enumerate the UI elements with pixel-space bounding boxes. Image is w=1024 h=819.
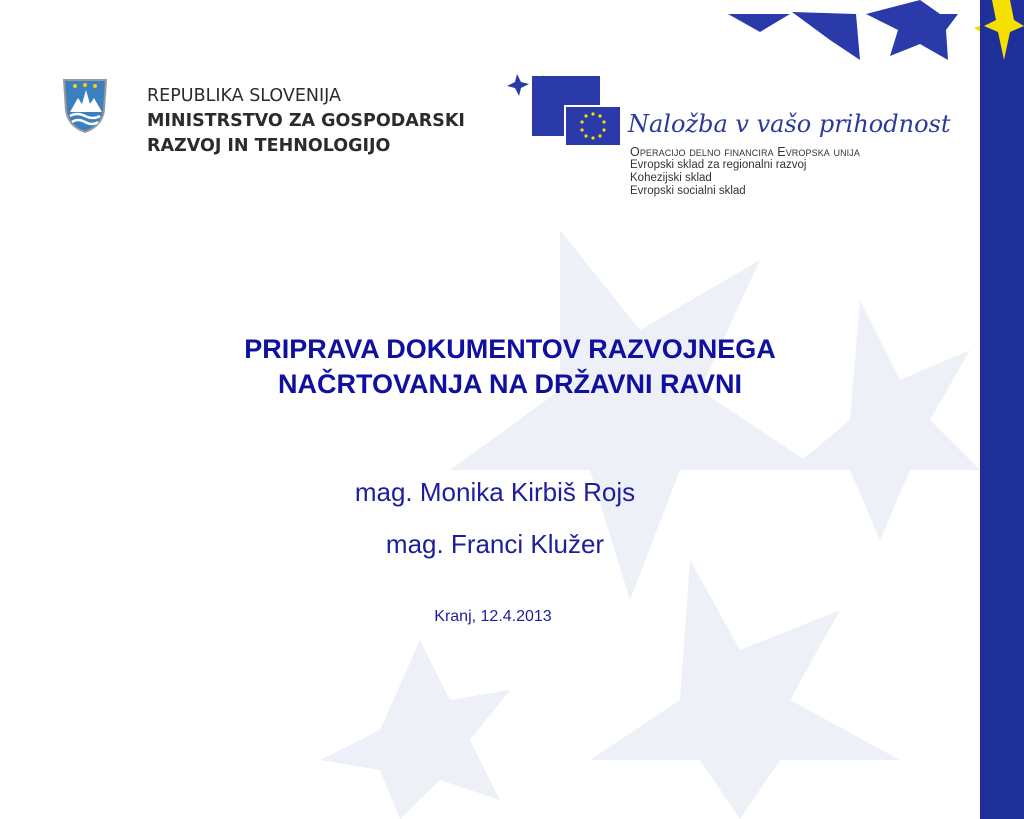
eu-fund-line-2: Kohezijski sklad (630, 172, 712, 184)
authors (250, 466, 740, 570)
eu-slogan: Naložba v vašo prihodnost (628, 110, 951, 138)
ministry-line-2: MINISTRSTVO ZA GOSPODARSKI (147, 111, 465, 131)
place-date: Kranj, 12.4.2013 (434, 608, 552, 625)
ministry-line-3: RAZVOJ IN TEHNOLOGIJO (147, 136, 391, 156)
presentation-title (150, 332, 870, 402)
ministry-name (147, 84, 487, 159)
eu-fund-line-3: Evropski socialni sklad (630, 185, 746, 197)
ministry-line-1: REPUBLIKA SLOVENIJA (147, 86, 342, 106)
eu-flag-logo-icon (505, 72, 635, 150)
slovenia-coat-of-arms-icon (60, 76, 110, 134)
band-star-icon (980, 0, 1024, 70)
title-line-2: NAČRTOVANJA NA DRŽAVNI RAVNI (277, 369, 742, 399)
eu-fund-line-1: Evropski sklad za regionalni razvoj (630, 159, 807, 171)
author-1: mag. Monika Kirbiš Rojs (354, 477, 636, 507)
eu-funding-text (630, 146, 860, 198)
eu-operation-line: Operacijo delno financira Evropska unija (630, 145, 860, 159)
right-blue-band (980, 0, 1024, 819)
author-2: mag. Franci Klužer (385, 529, 605, 559)
title-line-1: PRIPRAVA DOKUMENTOV RAZVOJNEGA (244, 334, 776, 364)
